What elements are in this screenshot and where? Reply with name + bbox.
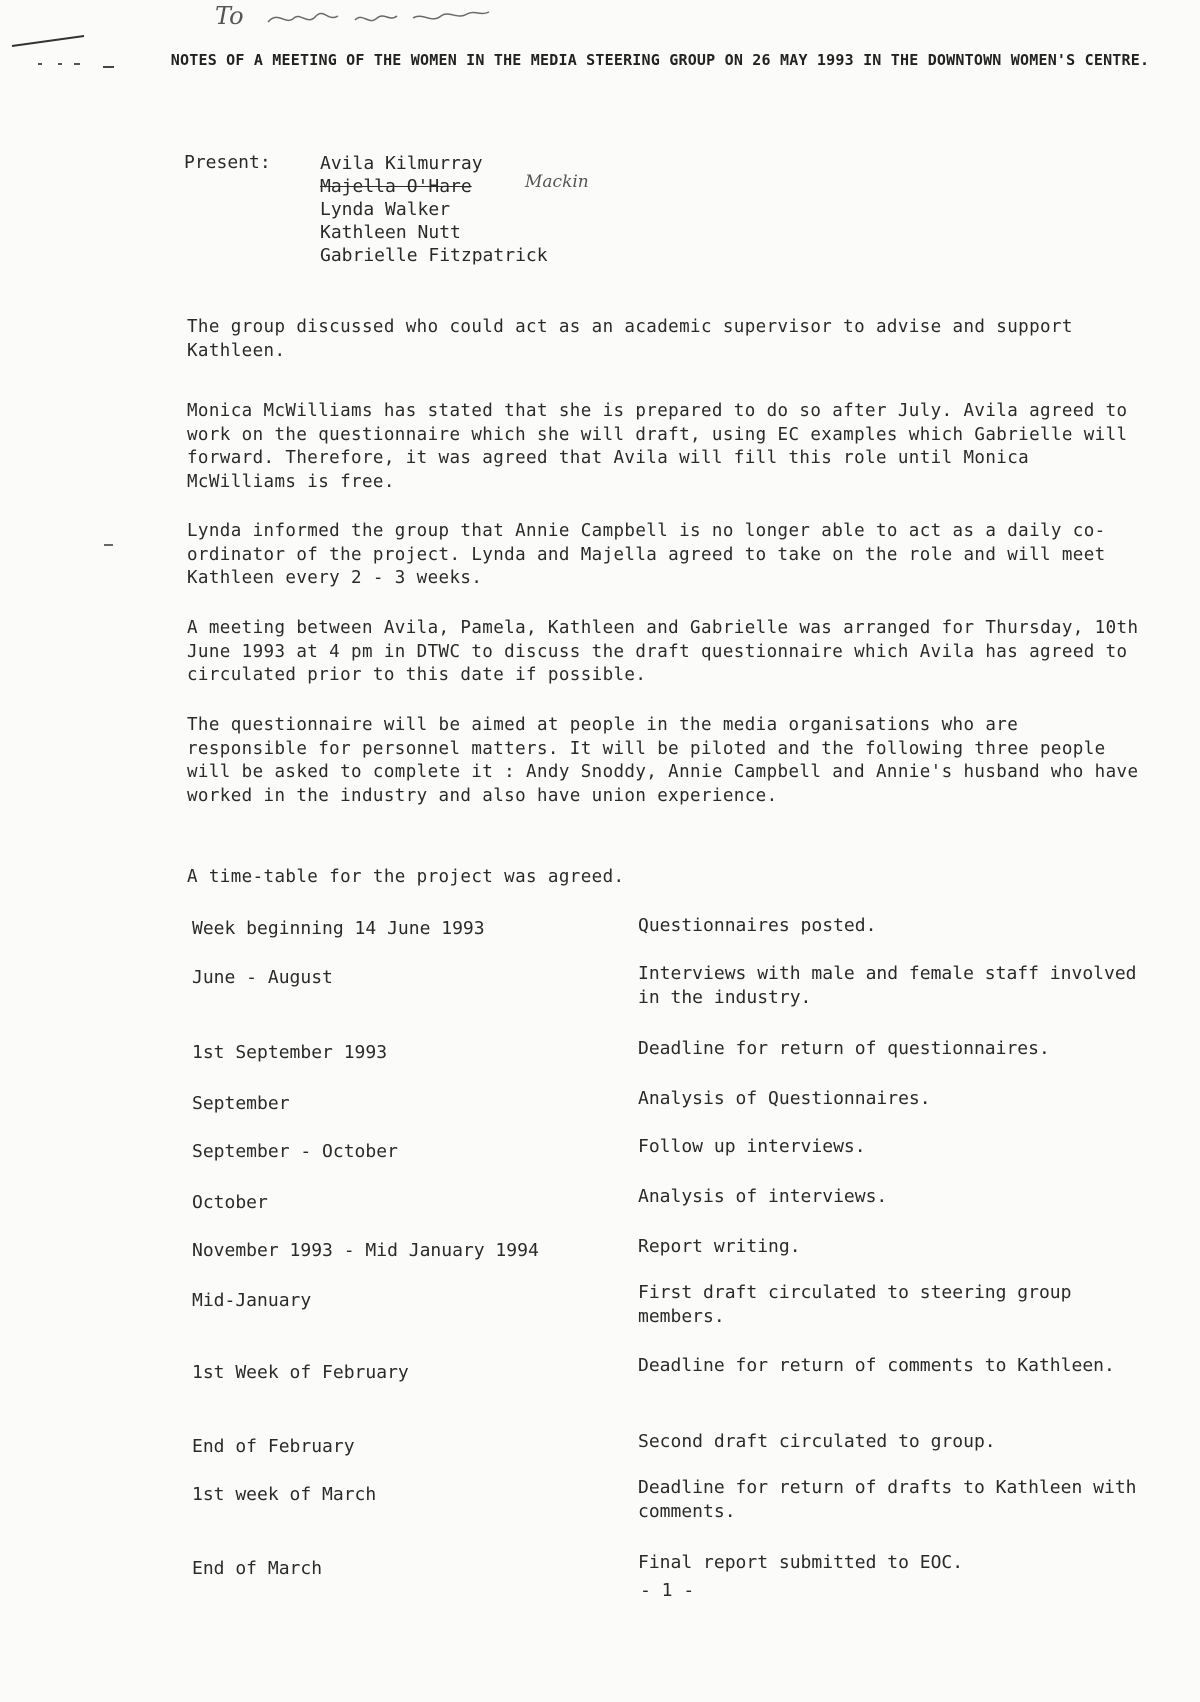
timetable-when: Mid-January bbox=[192, 1290, 312, 1311]
timetable-what: Questionnaires posted. bbox=[638, 915, 877, 936]
timetable-when: 1st week of March bbox=[192, 1484, 377, 1505]
timetable-when: October bbox=[192, 1192, 268, 1213]
timetable-when: End of March bbox=[192, 1558, 323, 1579]
present-label: Present: bbox=[184, 152, 271, 173]
paragraph: Lynda informed the group that Annie Campbell is no longer able to act as a daily co-ordinator of the project. Lynda and Majella agreed to take on the role and will meet Kathleen every 2 - 3 weeks. bbox=[187, 521, 1106, 588]
timetable-what: Report writing. bbox=[638, 1236, 801, 1257]
paragraph: The questionnaire will be aimed at people in the media organisations who are responsible for personnel matters. It will be piloted and the following three people will be asked to complete it : Andy Snoddy, Annie Campbell and Annie's husband who have worked in the industry and also have union experience. bbox=[187, 715, 1139, 806]
timetable-when: November 1993 - Mid January 1994 bbox=[192, 1240, 539, 1261]
attendee: Avila Kilmurray bbox=[320, 153, 483, 174]
attendee: Lynda Walker bbox=[320, 199, 451, 220]
timetable-what: First draft circulated to steering group members. bbox=[638, 1282, 1072, 1327]
margin-tick bbox=[102, 64, 116, 70]
margin-arrow-mark bbox=[8, 30, 88, 70]
timetable-what: Deadline for return of questionnaires. bbox=[638, 1038, 1050, 1059]
timetable-what: Second draft circulated to group. bbox=[638, 1431, 996, 1452]
handwritten-name-correction: Mackin bbox=[525, 172, 589, 192]
timetable-what: Analysis of Questionnaires. bbox=[638, 1088, 931, 1109]
margin-tick bbox=[103, 542, 115, 548]
timetable-when: Week beginning 14 June 1993 bbox=[192, 918, 485, 939]
attendee: Kathleen Nutt bbox=[320, 222, 461, 243]
attendee: Gabrielle Fitzpatrick bbox=[320, 245, 548, 266]
timetable-when: 1st Week of February bbox=[192, 1362, 409, 1383]
timetable-when: June - August bbox=[192, 967, 333, 988]
handwritten-to: To bbox=[215, 2, 244, 30]
timetable-what: Follow up interviews. bbox=[638, 1136, 866, 1157]
attendee: Majella O'Hare Mackin bbox=[320, 172, 589, 197]
timetable-when: September bbox=[192, 1093, 290, 1114]
timetable-what: Deadline for return of comments to Kathleen. bbox=[638, 1355, 1115, 1376]
paragraph: The group discussed who could act as an academic supervisor to advise and support Kathleen. bbox=[187, 317, 1073, 361]
timetable-when: 1st September 1993 bbox=[192, 1042, 388, 1063]
paragraph: A meeting between Avila, Pamela, Kathleen and Gabrielle was arranged for Thursday, 10th June 1993 at 4 pm in DTWC to discuss the draft questionnaire which Avila has agreed to circulated prior to this date if possible. bbox=[187, 618, 1139, 685]
timetable-what: Deadline for return of drafts to Kathleen with comments. bbox=[638, 1477, 1137, 1522]
document-title: NOTES OF A MEETING OF THE WOMEN IN THE MEDIA STEERING GROUP ON 26 MAY 1993 IN THE DOWNTOWN WOMEN'S CENTRE. bbox=[170, 51, 1150, 69]
paragraph: Monica McWilliams has stated that she is prepared to do so after July. Avila agreed to work on the questionnaire which she will draft, using EC examples which Gabrielle will forward. Therefore, it was agreed that Avila will fill this role until Monica McWilliams is free. bbox=[187, 401, 1128, 492]
page-number: - 1 - bbox=[640, 1580, 695, 1601]
timetable-what: Interviews with male and female staff involved in the industry. bbox=[638, 963, 1137, 1008]
timetable-what: Analysis of interviews. bbox=[638, 1186, 888, 1207]
timetable-when: September - October bbox=[192, 1141, 398, 1162]
timetable-what: Final report submitted to EOC. bbox=[638, 1552, 964, 1573]
timetable-when: End of February bbox=[192, 1436, 355, 1457]
paragraph: A time-table for the project was agreed. bbox=[187, 867, 625, 887]
handwritten-scribble bbox=[263, 4, 533, 30]
handwritten-note bbox=[215, 2, 244, 30]
attendee-list bbox=[320, 152, 589, 267]
